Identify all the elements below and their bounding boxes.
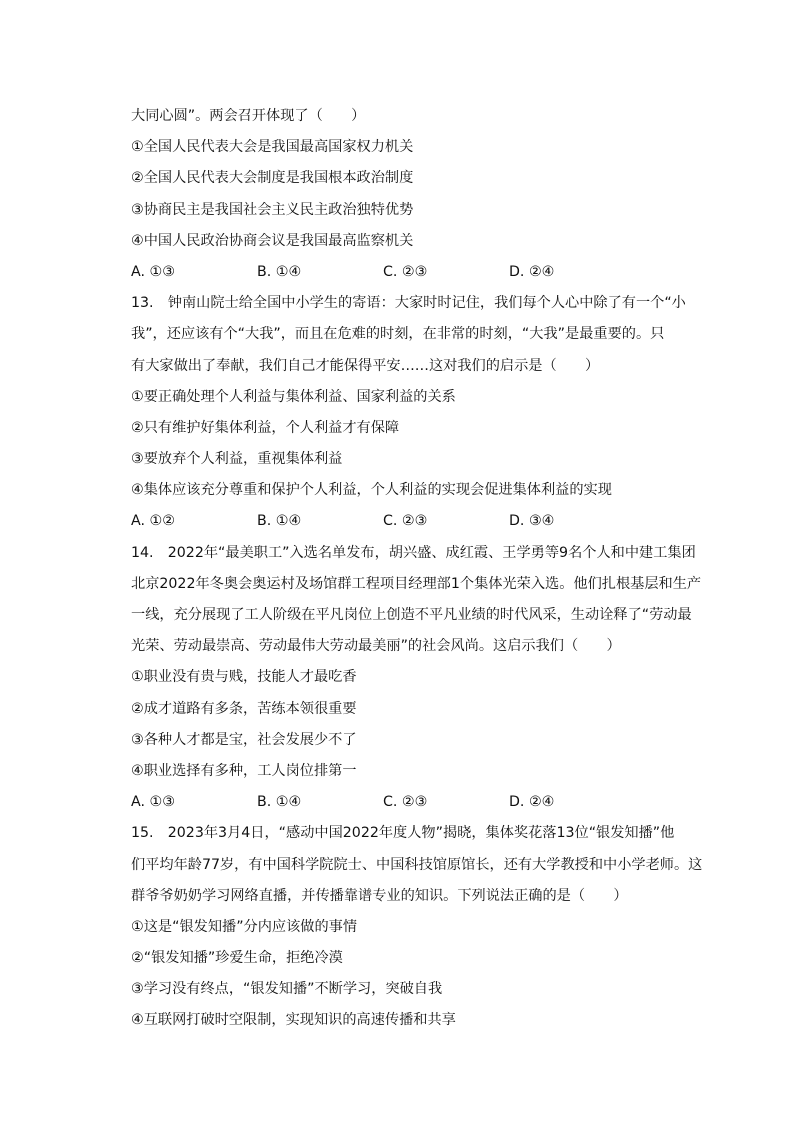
option-b: B. ①④ <box>257 794 302 811</box>
statement-1: ①全国人民代表大会是我国最高国家权力机关 <box>131 139 414 156</box>
question-15 <box>131 818 703 1036</box>
question-text: 一线，充分展现了工人阶级在平凡岗位上创造不平凡业绩的时代风采，生动诠释了“劳动最 <box>131 607 692 623</box>
option-b: B. ①④ <box>257 263 302 280</box>
exam-page <box>131 101 703 1037</box>
statement-1: ①职业没有贵与贱，技能人才最吃香 <box>131 669 357 686</box>
option-c: C. ②③ <box>383 794 428 811</box>
question-text: 15. 2023年3月4日，“感动中国2022年度人物”揭晓，集体奖花落13位“银发知播”他 <box>131 825 675 842</box>
option-a: A. ①③ <box>131 794 175 811</box>
question-14 <box>131 538 702 819</box>
statement-3: ③协商民主是我国社会主义民主政治独特优势 <box>131 201 414 218</box>
option-a: A. ①③ <box>131 263 175 280</box>
question-text: 13. 钟南山院士给全国中小学生的寄语：大家时时记住，我们每个人心中除了有一个“小 <box>131 295 686 312</box>
question-text: 有大家做出了奉献，我们自己才能保得平安……这对我们的启示是（ ） <box>131 357 600 374</box>
statement-3: ③学习没有终点，“银发知播”不断学习，突破自我 <box>131 981 443 998</box>
question-text: 大同心圆”。两会召开体现了（ ） <box>131 108 366 124</box>
statement-3: ③要放弃个人利益，重视集体利益 <box>131 451 343 468</box>
answer-options <box>131 787 691 818</box>
statement-3: ③各种人才都是宝，社会发展少不了 <box>131 731 357 748</box>
question-text: 光荣、劳动最崇高、劳动最伟大劳动最美丽”的社会风尚。这启示我们（ ） <box>131 638 621 655</box>
question-13 <box>131 288 691 538</box>
statement-2: ②成才道路有多条，苦练本领很重要 <box>131 700 357 717</box>
option-d: D. ③④ <box>509 513 555 530</box>
answer-options <box>131 257 691 288</box>
option-c: C. ②③ <box>383 513 428 530</box>
answer-options <box>131 506 691 537</box>
question-text: 我”，还应该有个“大我”，而且在危难的时刻，在非常的时刻，“大我”是最重要的。只 <box>131 326 665 343</box>
question-text: 14. 2022年“最美职工”入选名单发布，胡兴盛、成红霞、王学勇等9名个人和中建工集团 <box>131 544 696 561</box>
statement-1: ①要正确处理个人利益与集体利益、国家利益的关系 <box>131 388 456 405</box>
statement-2: ②“银发知播”珍爱生命，拒绝冷漠 <box>131 950 343 967</box>
option-d: D. ②④ <box>509 794 555 811</box>
statement-2: ②只有维护好集体利益，个人利益才有保障 <box>131 419 400 436</box>
option-a: A. ①② <box>131 513 175 530</box>
question-text: 们平均年龄77岁，有中国科学院院士、中国科技馆原馆长，还有大学教授和中小学老师。这 <box>131 856 703 873</box>
statement-4: ④中国人民政治协商会议是我国最高监察机关 <box>131 232 414 249</box>
statement-2: ②全国人民代表大会制度是我国根本政治制度 <box>131 170 414 187</box>
option-c: C. ②③ <box>383 263 428 280</box>
statement-1: ①这是“银发知播”分内应该做的事情 <box>131 918 358 935</box>
question-text: 北京2022年冬奥会奥运村及场馆群工程项目经理部1个集体光荣入选。他们扎根基层和生产 <box>131 575 702 592</box>
statement-4: ④集体应该充分尊重和保护个人利益，个人利益的实现会促进集体利益的实现 <box>131 482 612 499</box>
option-b: B. ①④ <box>257 513 302 530</box>
statement-4: ④职业选择有多种，工人岗位排第一 <box>131 762 357 779</box>
option-d: D. ②④ <box>509 263 555 280</box>
question-12-continuation <box>131 101 691 288</box>
statement-4: ④互联网打破时空限制，实现知识的高速传播和共享 <box>131 1012 456 1029</box>
question-text: 群爷爷奶奶学习网络直播，并传播靠谱专业的知识。下列说法正确的是（ ） <box>131 887 628 904</box>
